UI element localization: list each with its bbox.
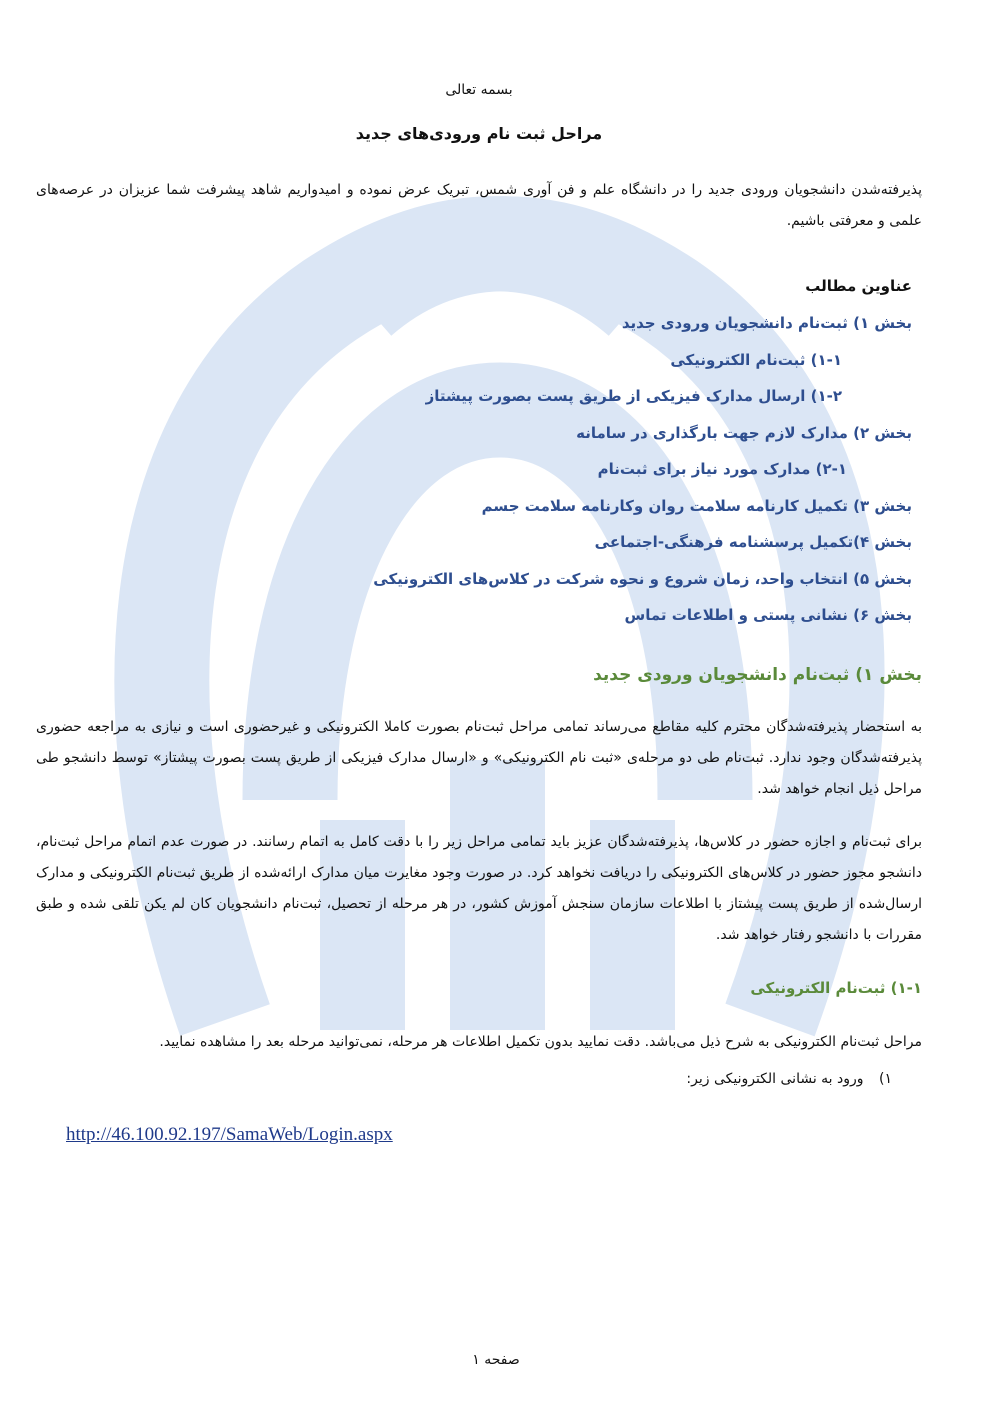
step-item-1 <box>36 1064 922 1094</box>
step-number: ۱) <box>879 1070 892 1087</box>
login-url-line <box>36 1124 922 1146</box>
section-1-paragraph-1: به استحضار پذیرفته‌شدگان محترم کلیه مقاطع می‌رساند تمامی مراحل ثبت‌نام بصورت کاملا الکترونیکی و غیرحضوری است و نیازی به مراجعه حضوری پذیرفته‌شدگان وجود ندارد. ثبت‌نام طی دو مرحله‌ی «ثبت نام الکترونیکی» و «ارسال مدارک فیزیکی از طریق پست بصورت پیشتاز» توسط دانشجو طی مراحل ذیل انجام خواهد شد. <box>36 718 922 797</box>
intro-paragraph: پذیرفته‌شدن دانشجویان ورودی جدید را در دانشگاه علم و فن آوری شمس، تبریک عرض نموده و امیدواریم شاهد پیشرفت شما عزیزان در عرصه‌های علمی و معرفتی باشیم. <box>36 182 922 229</box>
toc-item[interactable]: ۲-۱) مدارک مورد نیاز برای ثبت‌نام <box>597 460 847 478</box>
login-url-link[interactable]: http://46.100.92.197/SamaWeb/Login.aspx <box>66 1123 393 1145</box>
toc-item[interactable]: بخش ۲) مدارک لازم جهت بارگذاری در سامانه <box>576 423 912 442</box>
toc-item[interactable]: ۱-۱) ثبت‌نام الکترونیکی <box>670 350 842 369</box>
document-page <box>36 82 922 1146</box>
subsection-1-1-paragraph: مراحل ثبت‌نام الکترونیکی به شرح ذیل می‌باشد. دقت نمایید بدون تکمیل اطلاعات هر مرحله، نمی‌توانید مرحله بعد را مشاهده نمایید. <box>159 1033 922 1050</box>
page-number: صفحه ۱ <box>472 1352 520 1368</box>
toc-item[interactable]: ۱-۲) ارسال مدارک فیزیکی از طریق پست بصورت پیشتاز <box>425 387 842 405</box>
section-1-heading: بخش ۱) ثبت‌نام دانشجویان ورودی جدید <box>593 664 922 685</box>
document-title: مراحل ثبت نام ورودی‌های جدید <box>355 124 603 143</box>
step-text: ورود به نشانی الکترونیکی زیر: <box>686 1070 864 1087</box>
table-of-contents <box>36 305 922 634</box>
toc-item[interactable]: بخش ۴)تکمیل پرسشنامه فرهنگی-اجتماعی <box>594 533 912 551</box>
toc-item[interactable]: بخش ۱) ثبت‌نام دانشجویان ورودی جدید <box>621 314 912 332</box>
subsection-1-1-heading: ۱-۱) ثبت‌نام الکترونیکی <box>750 978 922 997</box>
toc-item[interactable]: بخش ۵) انتخاب واحد، زمان شروع و نحوه شرکت در کلاس‌های الکترونیکی <box>373 569 912 588</box>
toc-heading: عناوین مطالب <box>805 277 912 295</box>
toc-item[interactable]: بخش ۳) تکمیل کارنامه سلامت روان وکارنامه سلامت جسم <box>481 496 912 515</box>
section-1-paragraph-2: برای ثبت‌نام و اجازه حضور در کلاس‌ها، پذیرفته‌شدگان عزیز باید تمامی مراحل زیر را با دقت کامل به اتمام رسانند. در صورت عدم اتمام مراحل ثبت‌نام، دانشجو مجوز حضور در کلاس‌های الکترونیکی را دریافت نخواهد کرد. در صورت وجود مغایرت میان مدارک ارائه‌شده از طریق ثبت‌نام الکترونیکی و مدارک ارسال‌شده از طریق پست پیشتاز با اطلاعات سازمان سنجش آموزش کشور، در هر مرحله از تحصیل، ثبت‌نام دانشجویان کان لم یکن تلقی شده و طبق مقررات با دانشجو رفتار خواهد شد. <box>36 833 922 943</box>
basmala: بسمه تعالی <box>445 82 513 98</box>
toc-item[interactable]: بخش ۶) نشانی پستی و اطلاعات تماس <box>624 606 912 624</box>
